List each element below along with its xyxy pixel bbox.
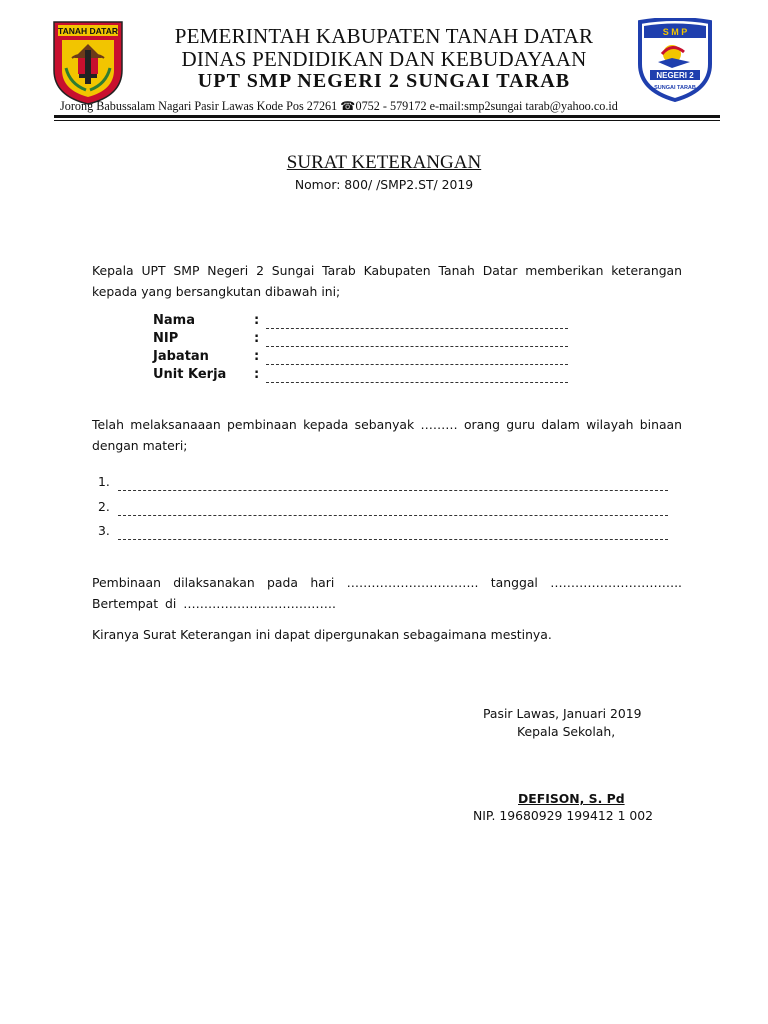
letterhead-department: DINAS PENDIDIKAN DAN KEBUDAYAAN: [181, 47, 587, 71]
logo-text: TANAH DATAR: [58, 26, 118, 36]
letterhead-address: [60, 99, 720, 114]
field-label-nama: Nama: [153, 313, 195, 328]
field-label-jabatan: Jabatan: [153, 349, 209, 364]
material-blank: [118, 489, 668, 491]
logo-text: SUNGAI TARAB: [654, 85, 696, 91]
field-colon: :: [254, 313, 260, 328]
field-blank-nama: [266, 327, 568, 329]
material-number: 3.: [98, 523, 110, 538]
signature-position: Kepala Sekolah,: [517, 724, 616, 739]
signatory-name: DEFISON, S. Pd: [518, 791, 625, 806]
field-blank-jabatan: [266, 363, 568, 365]
closing-paragraph: Kiranya Surat Keterangan ini dapat dipergunakan sebagaimana mestinya.: [92, 627, 552, 642]
field-label-unit-kerja: Unit Kerja: [153, 367, 227, 382]
signatory-nip: NIP. 19680929 199412 1 002: [473, 808, 654, 823]
phone-number: 0752 - 579172: [355, 99, 427, 113]
field-colon: :: [254, 349, 260, 364]
intro-paragraph: Kepala UPT SMP Negeri 2 Sungai Tarab Kabupaten Tanah Datar memberikan keterangan kepada yang bersangkutan dibawah ini;: [92, 263, 682, 299]
field-label-nip: NIP: [153, 331, 179, 346]
field-colon: :: [254, 367, 260, 382]
material-number: 1.: [98, 474, 110, 489]
smp-logo: [636, 18, 714, 102]
phone-icon: ☎: [340, 99, 356, 113]
document-number: Nomor: 800/ /SMP2.ST/ 2019: [294, 177, 474, 192]
letterhead-divider: [54, 115, 720, 118]
address-text: Jorong Babussalam Nagari Pasir Lawas Kode Pos 27261: [60, 99, 341, 113]
letterhead-government: PEMERINTAH KABUPATEN TANAH DATAR: [174, 24, 594, 48]
material-blank: [118, 514, 668, 516]
document-title: SURAT KETERANGAN: [286, 152, 482, 173]
signature-place-date: Pasir Lawas, Januari 2019: [483, 706, 642, 721]
material-blank: [118, 538, 668, 540]
field-blank-unit-kerja: [266, 381, 568, 383]
material-number: 2.: [98, 499, 110, 514]
logo-text: S M P: [662, 27, 688, 37]
coaching-paragraph: Telah melaksanaaan pembinaan kepada sebanyak ……… orang guru dalam wilayah binaan dengan materi;: [92, 417, 682, 453]
logo-text: NEGERI 2: [656, 71, 694, 80]
letterhead-divider-thin: [54, 120, 720, 121]
schedule-paragraph: Pembinaan dilaksanakan pada hari ………………………….. tanggal ………………………….. Bertempat di ……………………………….: [92, 575, 682, 611]
field-colon: :: [254, 331, 260, 346]
field-blank-nip: [266, 345, 568, 347]
letterhead-school: UPT SMP NEGERI 2 SUNGAI TARAB: [197, 70, 571, 92]
tanah-datar-logo: [52, 20, 124, 106]
email-text: e-mail:smp2sungai tarab@yahoo.co.id: [426, 99, 618, 113]
